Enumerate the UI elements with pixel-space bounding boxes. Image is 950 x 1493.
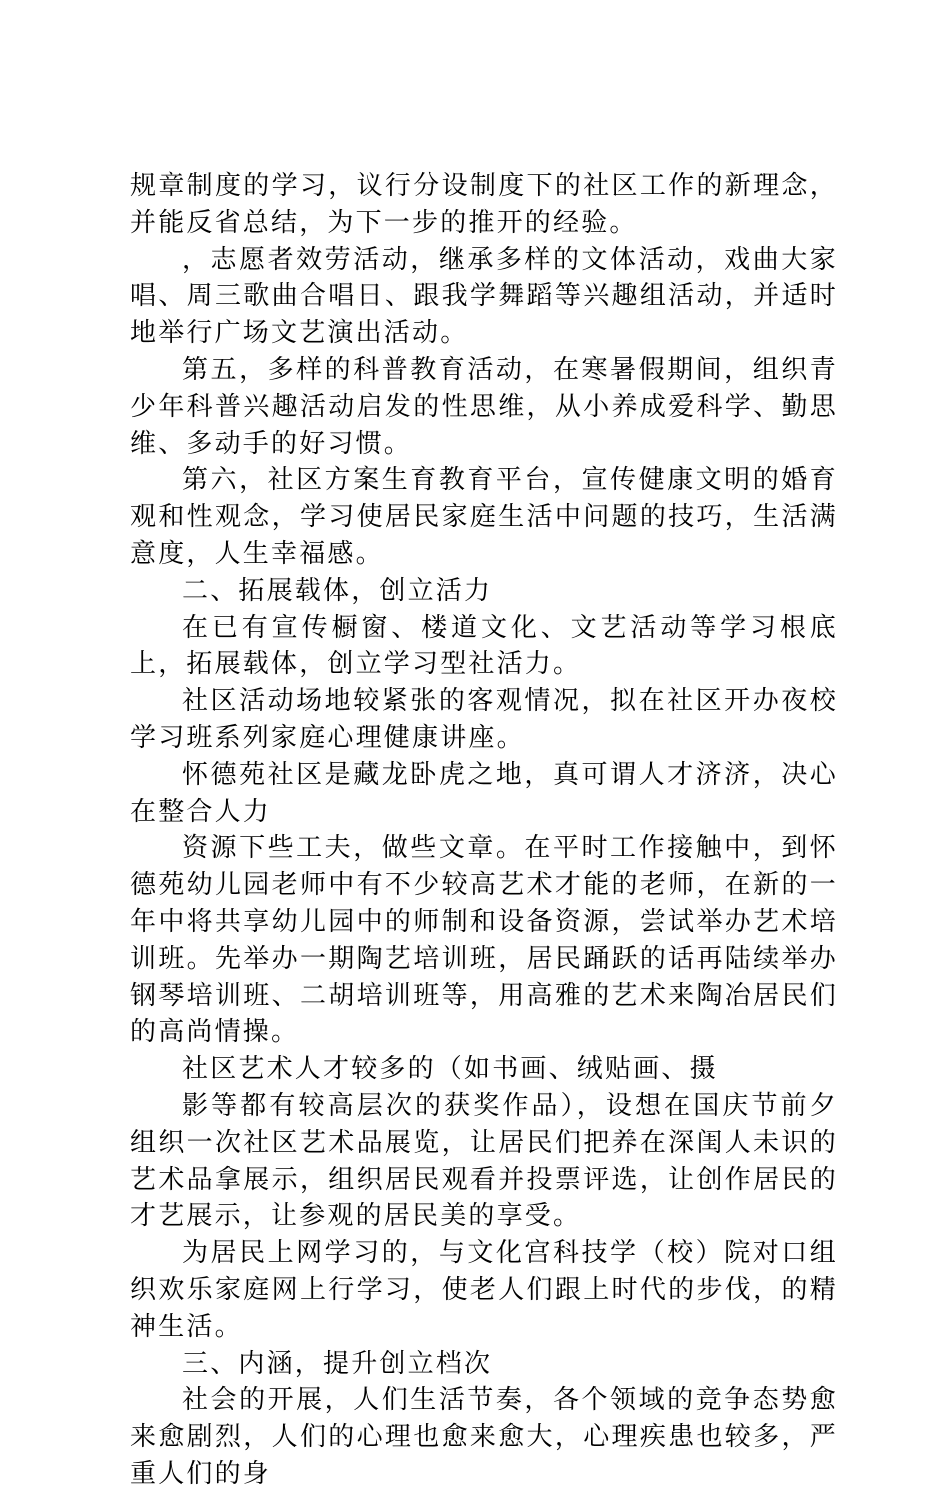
- paragraph: 规章制度的学习，议行分设制度下的社区工作的新理念，并能反省总结，为下一步的推开的经验。: [130, 171, 838, 238]
- paragraph: 第五，多样的科普教育活动，在寒暑假期间，组织青少年科普兴趣活动启发的性思维，从小养成爱科学、勤思维、多动手的好习惯。: [130, 354, 838, 459]
- paragraph: 资源下些工夫，做些文章。在平时工作接触中，到怀德苑幼儿园老师中有不少较高艺术才能的老师，在新的一年中将共享幼儿园中的师制和设备资源，尝试举办艺术培训班。先举办一期陶艺培训班，居民踊跃的话再陆续举办钢琴培训班、二胡培训班等，用高雅的艺术来陶冶居民们的高尚情操。: [130, 833, 838, 1048]
- paragraph: ，志愿者效劳活动，继承多样的文体活动，戏曲大家唱、周三歌曲合唱日、跟我学舞蹈等兴趣组活动，并适时地举行广场文艺演出活动。: [130, 244, 838, 349]
- paragraph: 为居民上网学习的，与文化宫科技学（校）院对口组织欢乐家庭网上行学习，使老人们跟上时代的步伐，的精神生活。: [130, 1238, 838, 1342]
- paragraph: 二、拓展载体，创立活力: [182, 575, 493, 606]
- paragraph: 三、内涵，提升创立档次: [182, 1348, 493, 1379]
- paragraph: 社会的开展，人们生活节奏，各个领域的竞争态势愈来愈剧烈，人们的心理也愈来愈大，心理疾患也较多，严重人们的身: [130, 1385, 838, 1489]
- paragraph: 怀德苑社区是藏龙卧虎之地，真可谓人才济济，决心在整合人力: [130, 759, 838, 827]
- paragraph: 在已有宣传橱窗、楼道文化、文艺活动等学习根底上，拓展载体，创立学习型社活力。: [130, 612, 838, 680]
- paragraph: 社区活动场地较紧张的客观情况，拟在社区开办夜校学习班系列家庭心理健康讲座。: [130, 686, 838, 753]
- document-body: [130, 168, 838, 1493]
- paragraph: 社区艺术人才较多的（如书画、绒贴画、摄: [182, 1054, 718, 1085]
- paragraph: 影等都有较高层次的获奖作品），设想在国庆节前夕组织一次社区艺术品展览，让居民们把养在深闺人未识的艺术品拿展示，组织居民观看并投票评选，让创作居民的才艺展示，让参观的居民美的享受。: [130, 1090, 838, 1232]
- paragraph: 第六，社区方案生育教育平台，宣传健康文明的婚育观和性观念，学习使居民家庭生活中问题的技巧，生活满意度，人生幸福感。: [130, 465, 838, 569]
